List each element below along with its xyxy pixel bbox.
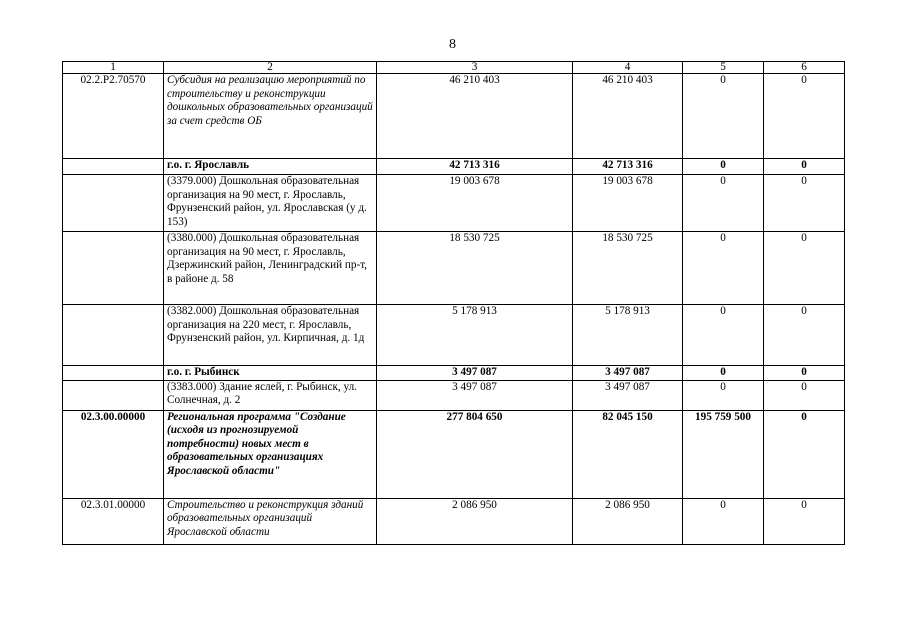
row-value-col4: 3 497 087 xyxy=(573,366,683,381)
row-value-col6: 0 xyxy=(764,380,845,410)
row-value-col3: 5 178 913 xyxy=(377,305,573,366)
table-row xyxy=(63,159,845,175)
row-value-col3: 19 003 678 xyxy=(377,175,573,232)
row-value-col3: 2 086 950 xyxy=(377,498,573,544)
row-code xyxy=(63,232,164,305)
row-value-col6: 0 xyxy=(764,175,845,232)
row-value-col4: 19 003 678 xyxy=(573,175,683,232)
row-value-col5: 195 759 500 xyxy=(683,410,764,498)
table-row xyxy=(63,305,845,366)
row-description: г.о. г. Ярославль xyxy=(164,159,377,175)
row-code: 02.2.P2.70570 xyxy=(63,74,164,159)
row-value-col5: 0 xyxy=(683,74,764,159)
row-value-col4: 2 086 950 xyxy=(573,498,683,544)
row-value-col6: 0 xyxy=(764,366,845,381)
row-value-col4: 46 210 403 xyxy=(573,74,683,159)
row-value-col5: 0 xyxy=(683,498,764,544)
row-value-col3: 277 804 650 xyxy=(377,410,573,498)
row-value-col4: 82 045 150 xyxy=(573,410,683,498)
row-description: (3379.000) Дошкольная образовательная организация на 90 мест, г. Ярославль, Фрунзенский район, ул. Ярославская (у д. 153) xyxy=(164,175,377,232)
row-value-col6: 0 xyxy=(764,305,845,366)
row-description: Строительство и реконструкция зданий образовательных организаций Ярославской области xyxy=(164,498,377,544)
row-value-col5: 0 xyxy=(683,366,764,381)
row-value-col6: 0 xyxy=(764,498,845,544)
table-row xyxy=(63,74,845,159)
column-header: 3 xyxy=(377,62,573,74)
table-row xyxy=(63,498,845,544)
row-code: 02.3.00.00000 xyxy=(63,410,164,498)
row-value-col4: 18 530 725 xyxy=(573,232,683,305)
row-code xyxy=(63,175,164,232)
row-value-col6: 0 xyxy=(764,232,845,305)
row-description: (3382.000) Дошкольная образовательная организация на 220 мест, г. Ярославль, Фрунзенский район, ул. Кирпичная, д. 1д xyxy=(164,305,377,366)
column-header: 2 xyxy=(164,62,377,74)
row-value-col6: 0 xyxy=(764,159,845,175)
row-description: Субсидия на реализацию мероприятий по строительству и реконструкции дошкольных образовательных организаций за счет средств ОБ xyxy=(164,74,377,159)
row-value-col5: 0 xyxy=(683,305,764,366)
row-value-col3: 3 497 087 xyxy=(377,366,573,381)
row-value-col6: 0 xyxy=(764,74,845,159)
column-header: 4 xyxy=(573,62,683,74)
table-row xyxy=(63,380,845,410)
row-value-col5: 0 xyxy=(683,380,764,410)
budget-table xyxy=(62,61,845,545)
column-header: 5 xyxy=(683,62,764,74)
row-description: (3380.000) Дошкольная образовательная организация на 90 мест, г. Ярославль, Дзержинский район, Ленинградский пр-т, в районе д. 58 xyxy=(164,232,377,305)
column-header: 6 xyxy=(764,62,845,74)
table-row xyxy=(63,232,845,305)
row-value-col5: 0 xyxy=(683,175,764,232)
row-code xyxy=(63,380,164,410)
table-row xyxy=(63,410,845,498)
row-description: (3383.000) Здание яслей, г. Рыбинск, ул. Солнечная, д. 2 xyxy=(164,380,377,410)
row-value-col3: 42 713 316 xyxy=(377,159,573,175)
row-code xyxy=(63,366,164,381)
row-code xyxy=(63,305,164,366)
row-value-col4: 42 713 316 xyxy=(573,159,683,175)
row-value-col4: 3 497 087 xyxy=(573,380,683,410)
table-header-row xyxy=(63,62,845,74)
page-number: 8 xyxy=(449,37,456,52)
row-description: г.о. г. Рыбинск xyxy=(164,366,377,381)
row-value-col3: 18 530 725 xyxy=(377,232,573,305)
table-row xyxy=(63,366,845,381)
row-description: Региональная программа "Создание (исходя из прогнозируемой потребности) новых мест в образовательных организациях Ярославской области" xyxy=(164,410,377,498)
row-code xyxy=(63,159,164,175)
row-value-col6: 0 xyxy=(764,410,845,498)
row-value-col4: 5 178 913 xyxy=(573,305,683,366)
table-row xyxy=(63,175,845,232)
row-value-col5: 0 xyxy=(683,159,764,175)
row-value-col5: 0 xyxy=(683,232,764,305)
row-code: 02.3.01.00000 xyxy=(63,498,164,544)
column-header: 1 xyxy=(63,62,164,74)
row-value-col3: 46 210 403 xyxy=(377,74,573,159)
row-value-col3: 3 497 087 xyxy=(377,380,573,410)
